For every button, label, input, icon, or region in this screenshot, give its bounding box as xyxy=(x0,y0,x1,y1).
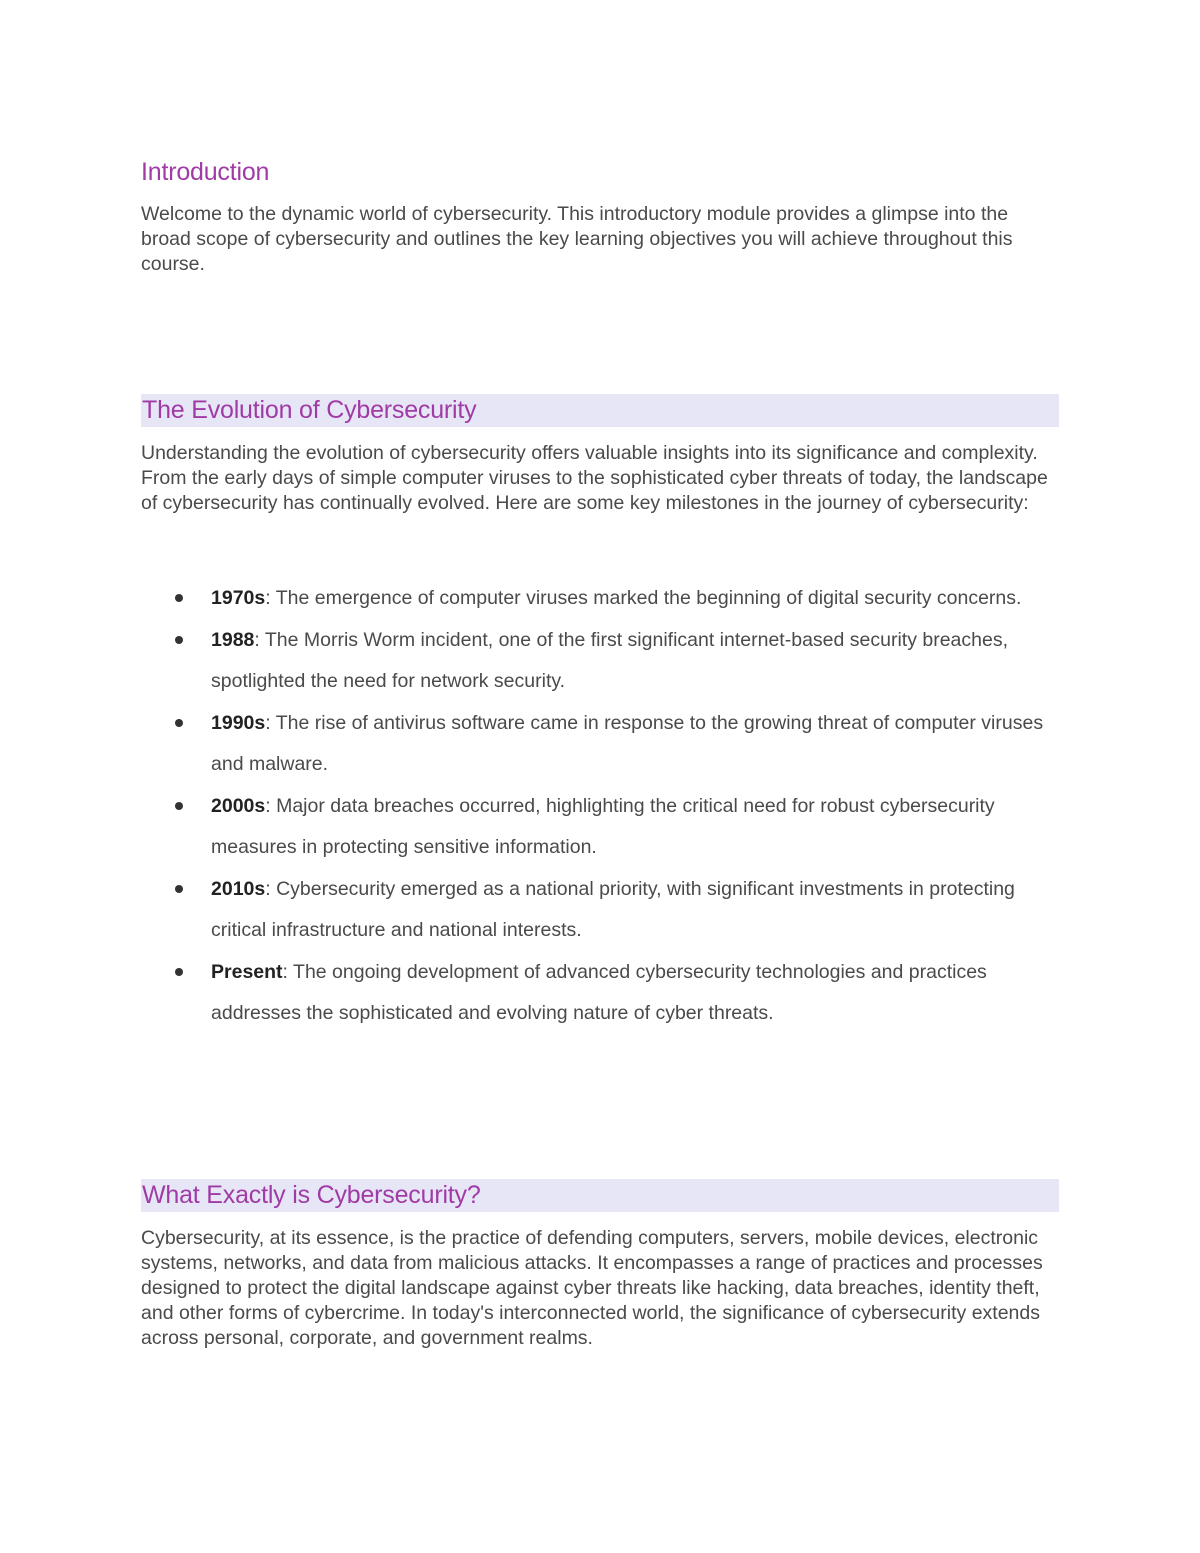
evolution-heading: The Evolution of Cybersecurity xyxy=(142,396,477,424)
list-item xyxy=(141,578,1059,619)
intro-heading: Introduction xyxy=(141,158,270,186)
definition-paragraph: Cybersecurity, at its essence, is the practice of defending computers, servers, mobile devices, electronic systems, networks, and data from malicious attacks. It encompasses a range of practices and processes designed to protect the digital landscape against cyber threats like hacking, data breaches, identity theft, and other forms of cybercrime. In today's interconnected world, the significance of cybersecurity extends across personal, corporate, and government realms. xyxy=(141,1227,1043,1349)
list-item xyxy=(141,952,1059,1034)
milestone-list xyxy=(141,578,1059,1035)
milestone-term: 1990s xyxy=(211,712,266,734)
evolution-paragraph: Understanding the evolution of cybersecurity offers valuable insights into its significance and complexity. From the early days of simple computer viruses to the sophisticated cyber threats of today, the landscape of cybersecurity has continually evolved. Here are some key milestones in the journey of cybersecurity: xyxy=(141,442,1048,514)
bullet-icon xyxy=(175,885,183,893)
bullet-icon xyxy=(175,802,183,810)
milestone-text: : Major data breaches occurred, highlighting the critical need for robust cybersecurity measures in protecting sensitive information. xyxy=(211,795,995,858)
milestone-text: : The emergence of computer viruses marked the beginning of digital security concerns. xyxy=(265,587,1022,609)
definition-heading: What Exactly is Cybersecurity? xyxy=(142,1181,481,1209)
milestone-text: : The ongoing development of advanced cybersecurity technologies and practices addresses the sophisticated and evolving nature of cyber threats. xyxy=(211,961,987,1024)
list-item xyxy=(141,620,1059,702)
milestone-term: 2010s xyxy=(211,878,266,900)
milestone-term: 1988 xyxy=(211,629,255,651)
intro-paragraph: Welcome to the dynamic world of cybersecurity. This introductory module provides a glimpse into the broad scope of cybersecurity and outlines the key learning objectives you will achieve throughout this course. xyxy=(141,203,1013,275)
definition-heading-band xyxy=(141,1179,1059,1212)
milestone-term: Present xyxy=(211,961,283,983)
bullet-icon xyxy=(175,968,183,976)
bullet-icon xyxy=(175,719,183,727)
list-item xyxy=(141,786,1059,868)
list-item xyxy=(141,869,1059,951)
milestone-text: : The rise of antivirus software came in response to the growing threat of computer viruses and malware. xyxy=(211,712,1044,775)
bullet-icon xyxy=(175,594,183,602)
milestone-text: : Cybersecurity emerged as a national priority, with significant investments in protecting critical infrastructure and national interests. xyxy=(211,878,1015,941)
milestone-text: : The Morris Worm incident, one of the first significant internet-based security breaches, spotlighted the need for network security. xyxy=(211,629,1009,692)
milestone-term: 1970s xyxy=(211,587,266,609)
milestone-term: 2000s xyxy=(211,795,266,817)
evolution-heading-band xyxy=(141,394,1059,427)
list-item xyxy=(141,703,1059,785)
bullet-icon xyxy=(175,636,183,644)
